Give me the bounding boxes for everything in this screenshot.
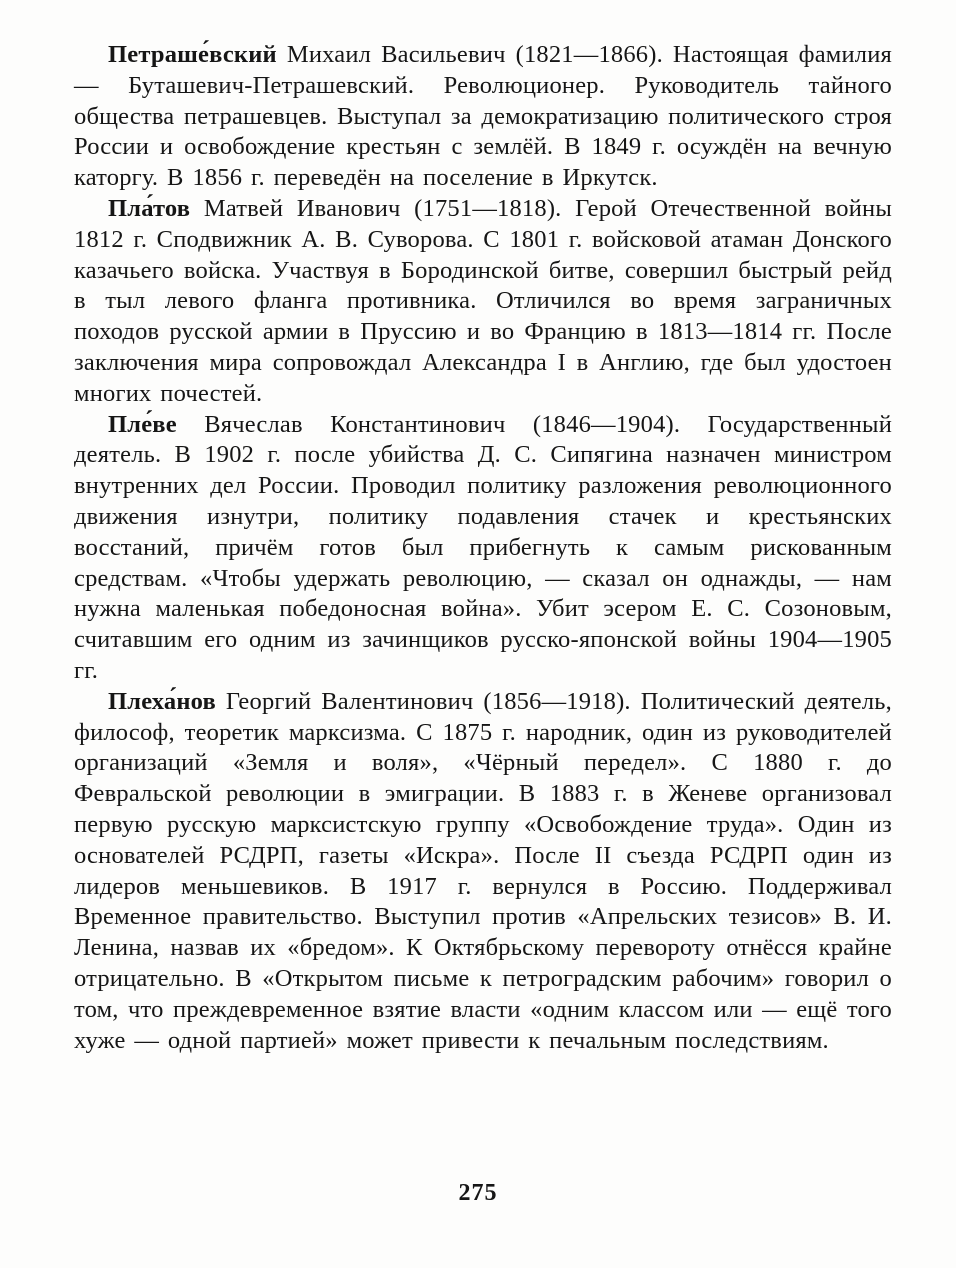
entry-headword-petrashevsky: Петраше́вский xyxy=(108,41,277,68)
entry-headword-platov: Пла́тов xyxy=(108,194,191,222)
entry-text-petrashevsky: Михаил Васильевич (1821—1866). Настоящая фамилия — Буташевич-Петрашевский. Революционер. Руководитель тайного общества петрашевцев. Выступал за демократизацию политического строя России и освобождение крестьян с землёй. В 1849 г. осуждён на вечную каторгу. В 1856 г. переведён на поселение в Иркутск. xyxy=(74,41,892,192)
dictionary-entry-petrashevsky xyxy=(74,40,892,194)
entry-text-plekhanov: Георгий Валентинович (1856—1918). Политический деятель, философ, теоретик марксизма. С 1875 г. народник, один из руководителей организаций «Земля и воля», «Чёрный передел». С 1880 г. до Февральской революции в эмиграции. В 1883 г. в Женеве организовал первую русскую марксистскую группу «Освобождение труда». Один из основателей РСДРП, газеты «Искра». После II съезда РСДРП один из лидеров меньшевиков. В 1917 г. вернулся в Россию. Поддерживал Временное правительство. Выступил против «Апрельских тезисов» В. И. Ленина, назвав их «бредом». К Октябрьскому перевороту отнёсся крайне отрицательно. В «Открытом письме к петроградским рабочим» говорил о том, что преждевременное взятие власти «одним классом или — ещё того хуже — одной партией» может привести к печальным последствиям. xyxy=(74,687,892,1054)
dictionary-entry-plekhanov xyxy=(74,687,892,1057)
book-page-text-block xyxy=(74,40,892,1056)
page-number: 275 xyxy=(458,1180,498,1206)
entry-headword-pleve: Пле́ве xyxy=(108,410,177,438)
dictionary-entry-platov xyxy=(74,194,892,410)
dictionary-entry-pleve xyxy=(74,410,892,687)
entry-headword-plekhanov: Плеха́нов xyxy=(108,687,216,715)
entry-text-pleve: Вячеслав Константинович (1846—1904). Государственный деятель. В 1902 г. после убийства Д. С. Сипягина назначен министром внутренних дел России. Проводил политику разложения революционного движения изнутри, политику подавления стачек и крестьянских восстаний, причём готов был прибегнуть к самым рискованным средствам. «Чтобы удержать революцию, — сказал он однажды, — нам нужна маленькая победоносная война». Убит эсером Е. С. Созоновым, считавшим его одним из зачинщиков русско-японской войны 1904—1905 гг. xyxy=(74,410,893,684)
entry-text-platov: Матвей Иванович (1751—1818). Герой Отечественной войны 1812 г. Сподвижник А. В. Суворова. С 1801 г. войсковой атаман Донского казачьего войска. Участвуя в Бородинской битве, совершил быстрый рейд в тыл левого фланга противника. Отличился во время заграничных походов русской армии в Пруссию и во Францию в 1813—1814 гг. После заключения мира сопровождал Александра I в Англию, где был удостоен многих почестей. xyxy=(74,194,892,407)
